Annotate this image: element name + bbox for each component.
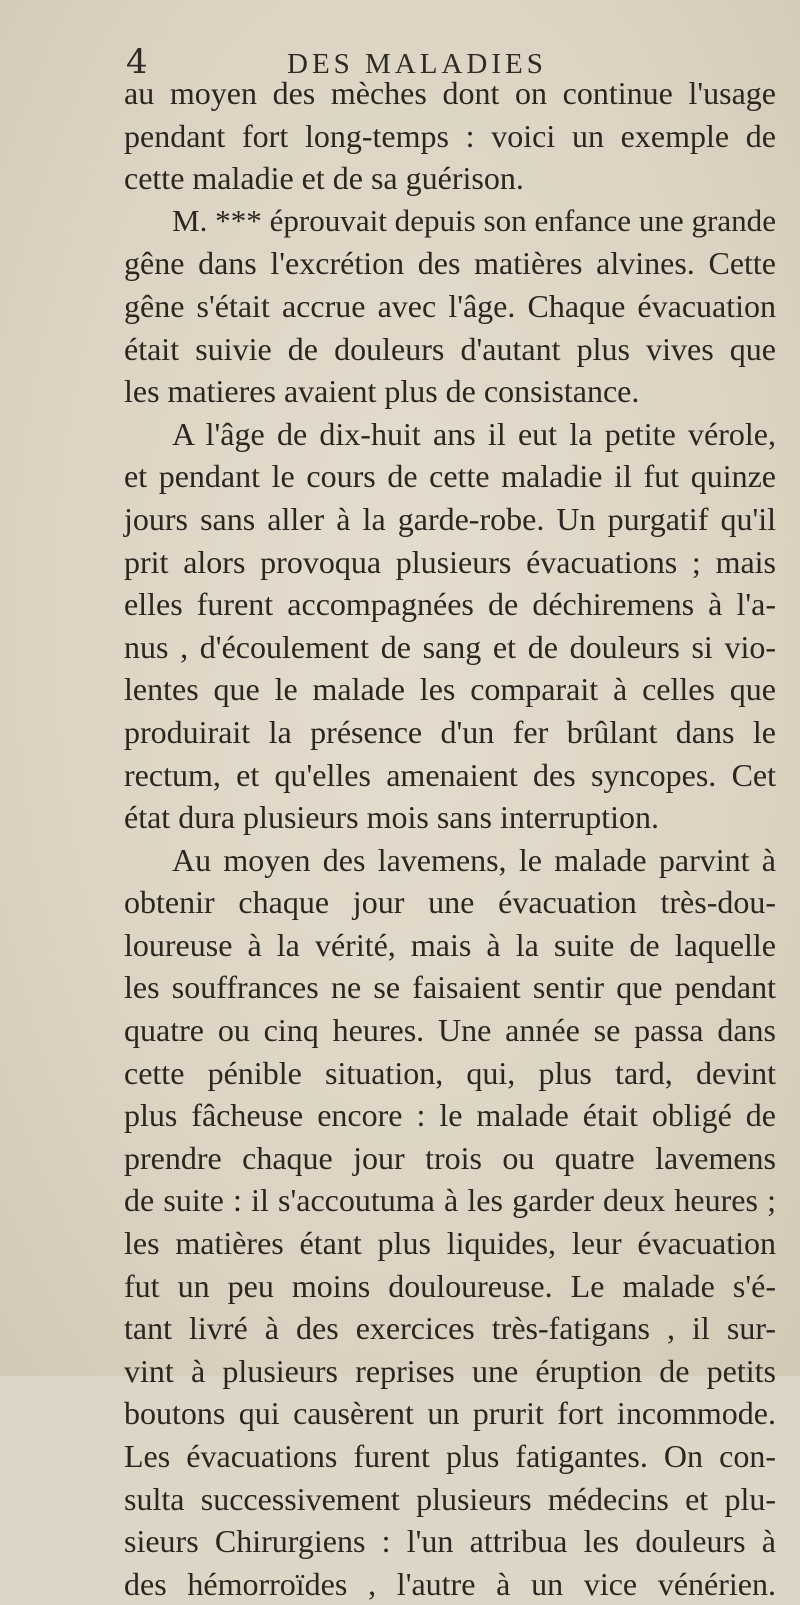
text-line: plus fâcheuse encore : le malade était obligé de <box>124 1097 776 1134</box>
text-line: M. *** éprouvait depuis son enfance une grande <box>172 202 776 238</box>
text-line: tant livré à des exercices très-fatigans , il sur- <box>124 1310 776 1347</box>
text-line: Au moyen des lavemens, le malade parvint à <box>172 841 776 878</box>
text-line: obtenir chaque jour une évacuation très-dou- <box>124 884 776 921</box>
text-line: loureuse à la vérité, mais à la suite de laquelle <box>124 926 776 963</box>
text-line: les souffrances ne se faisaient sentir que pendant <box>124 969 776 1006</box>
text-line: pendant fort long-temps : voici un exemple de <box>124 117 776 154</box>
page-number: 4 <box>126 42 148 82</box>
text-line: rectum, et qu'elles amenaient des syncopes. Cet <box>124 756 776 793</box>
text-line: cette maladie et de sa guérison. <box>124 160 524 197</box>
text-line: prit alors provoqua plusieurs évacuations ; mais <box>124 543 776 580</box>
text-line: quatre ou cinq heures. Une année se passa dans <box>124 1012 776 1049</box>
text-line: elles furent accompagnées de déchiremens à l'a- <box>124 586 776 623</box>
text-line: des hémorroïdes , l'autre à un vice vénérien. <box>124 1565 776 1602</box>
text-line: prendre chaque jour trois ou quatre lavemens <box>124 1139 776 1176</box>
text-line: sulta successivement plusieurs médecins et plu- <box>124 1480 776 1517</box>
text-line: gêne s'était accrue avec l'âge. Chaque évacuation <box>124 287 776 324</box>
text-line: A l'âge de dix-huit ans il eut la petite vérole, <box>172 415 776 452</box>
text-line: et pendant le cours de cette maladie il fut quinze <box>124 458 776 495</box>
text-line: de suite : il s'accoutuma à les garder deux heures ; <box>124 1182 776 1219</box>
text-line: vint à plusieurs reprises une éruption de petits <box>124 1352 776 1389</box>
text-line: nus , d'écoulement de sang et de douleurs si vio- <box>124 628 776 665</box>
text-line: les matières étant plus liquides, leur évacuation <box>124 1225 776 1262</box>
text-line: lentes que le malade les comparait à celles que <box>124 671 776 708</box>
text-line: Les évacuations furent plus fatigantes. On con- <box>124 1438 776 1474</box>
text-line: boutons qui causèrent un prurit fort incommode. <box>124 1395 776 1432</box>
text-line: fut un peu moins douloureuse. Le malade s'é- <box>124 1267 776 1304</box>
text-line: produirait la présence d'un fer brûlant dans le <box>124 713 776 750</box>
text-line: sieurs Chirurgiens : l'un attribua les douleurs à <box>124 1523 776 1560</box>
text-line: au moyen des mèches dont on continue l'usage <box>124 75 776 111</box>
text-line: gêne dans l'excrétion des matières alvines. Cette <box>124 245 776 282</box>
text-line: jours sans aller à la garde-robe. Un purgatif qu'il <box>124 500 776 537</box>
text-line: cette pénible situation, qui, plus tard, devint <box>124 1054 776 1091</box>
text-line: était suivie de douleurs d'autant plus vives que <box>124 330 776 367</box>
text-line: état dura plusieurs mois sans interruption. <box>124 799 660 836</box>
body-text <box>124 72 776 1605</box>
text-line: les matieres avaient plus de consistance. <box>124 373 640 410</box>
running-title: DES MALADIES <box>287 48 547 80</box>
